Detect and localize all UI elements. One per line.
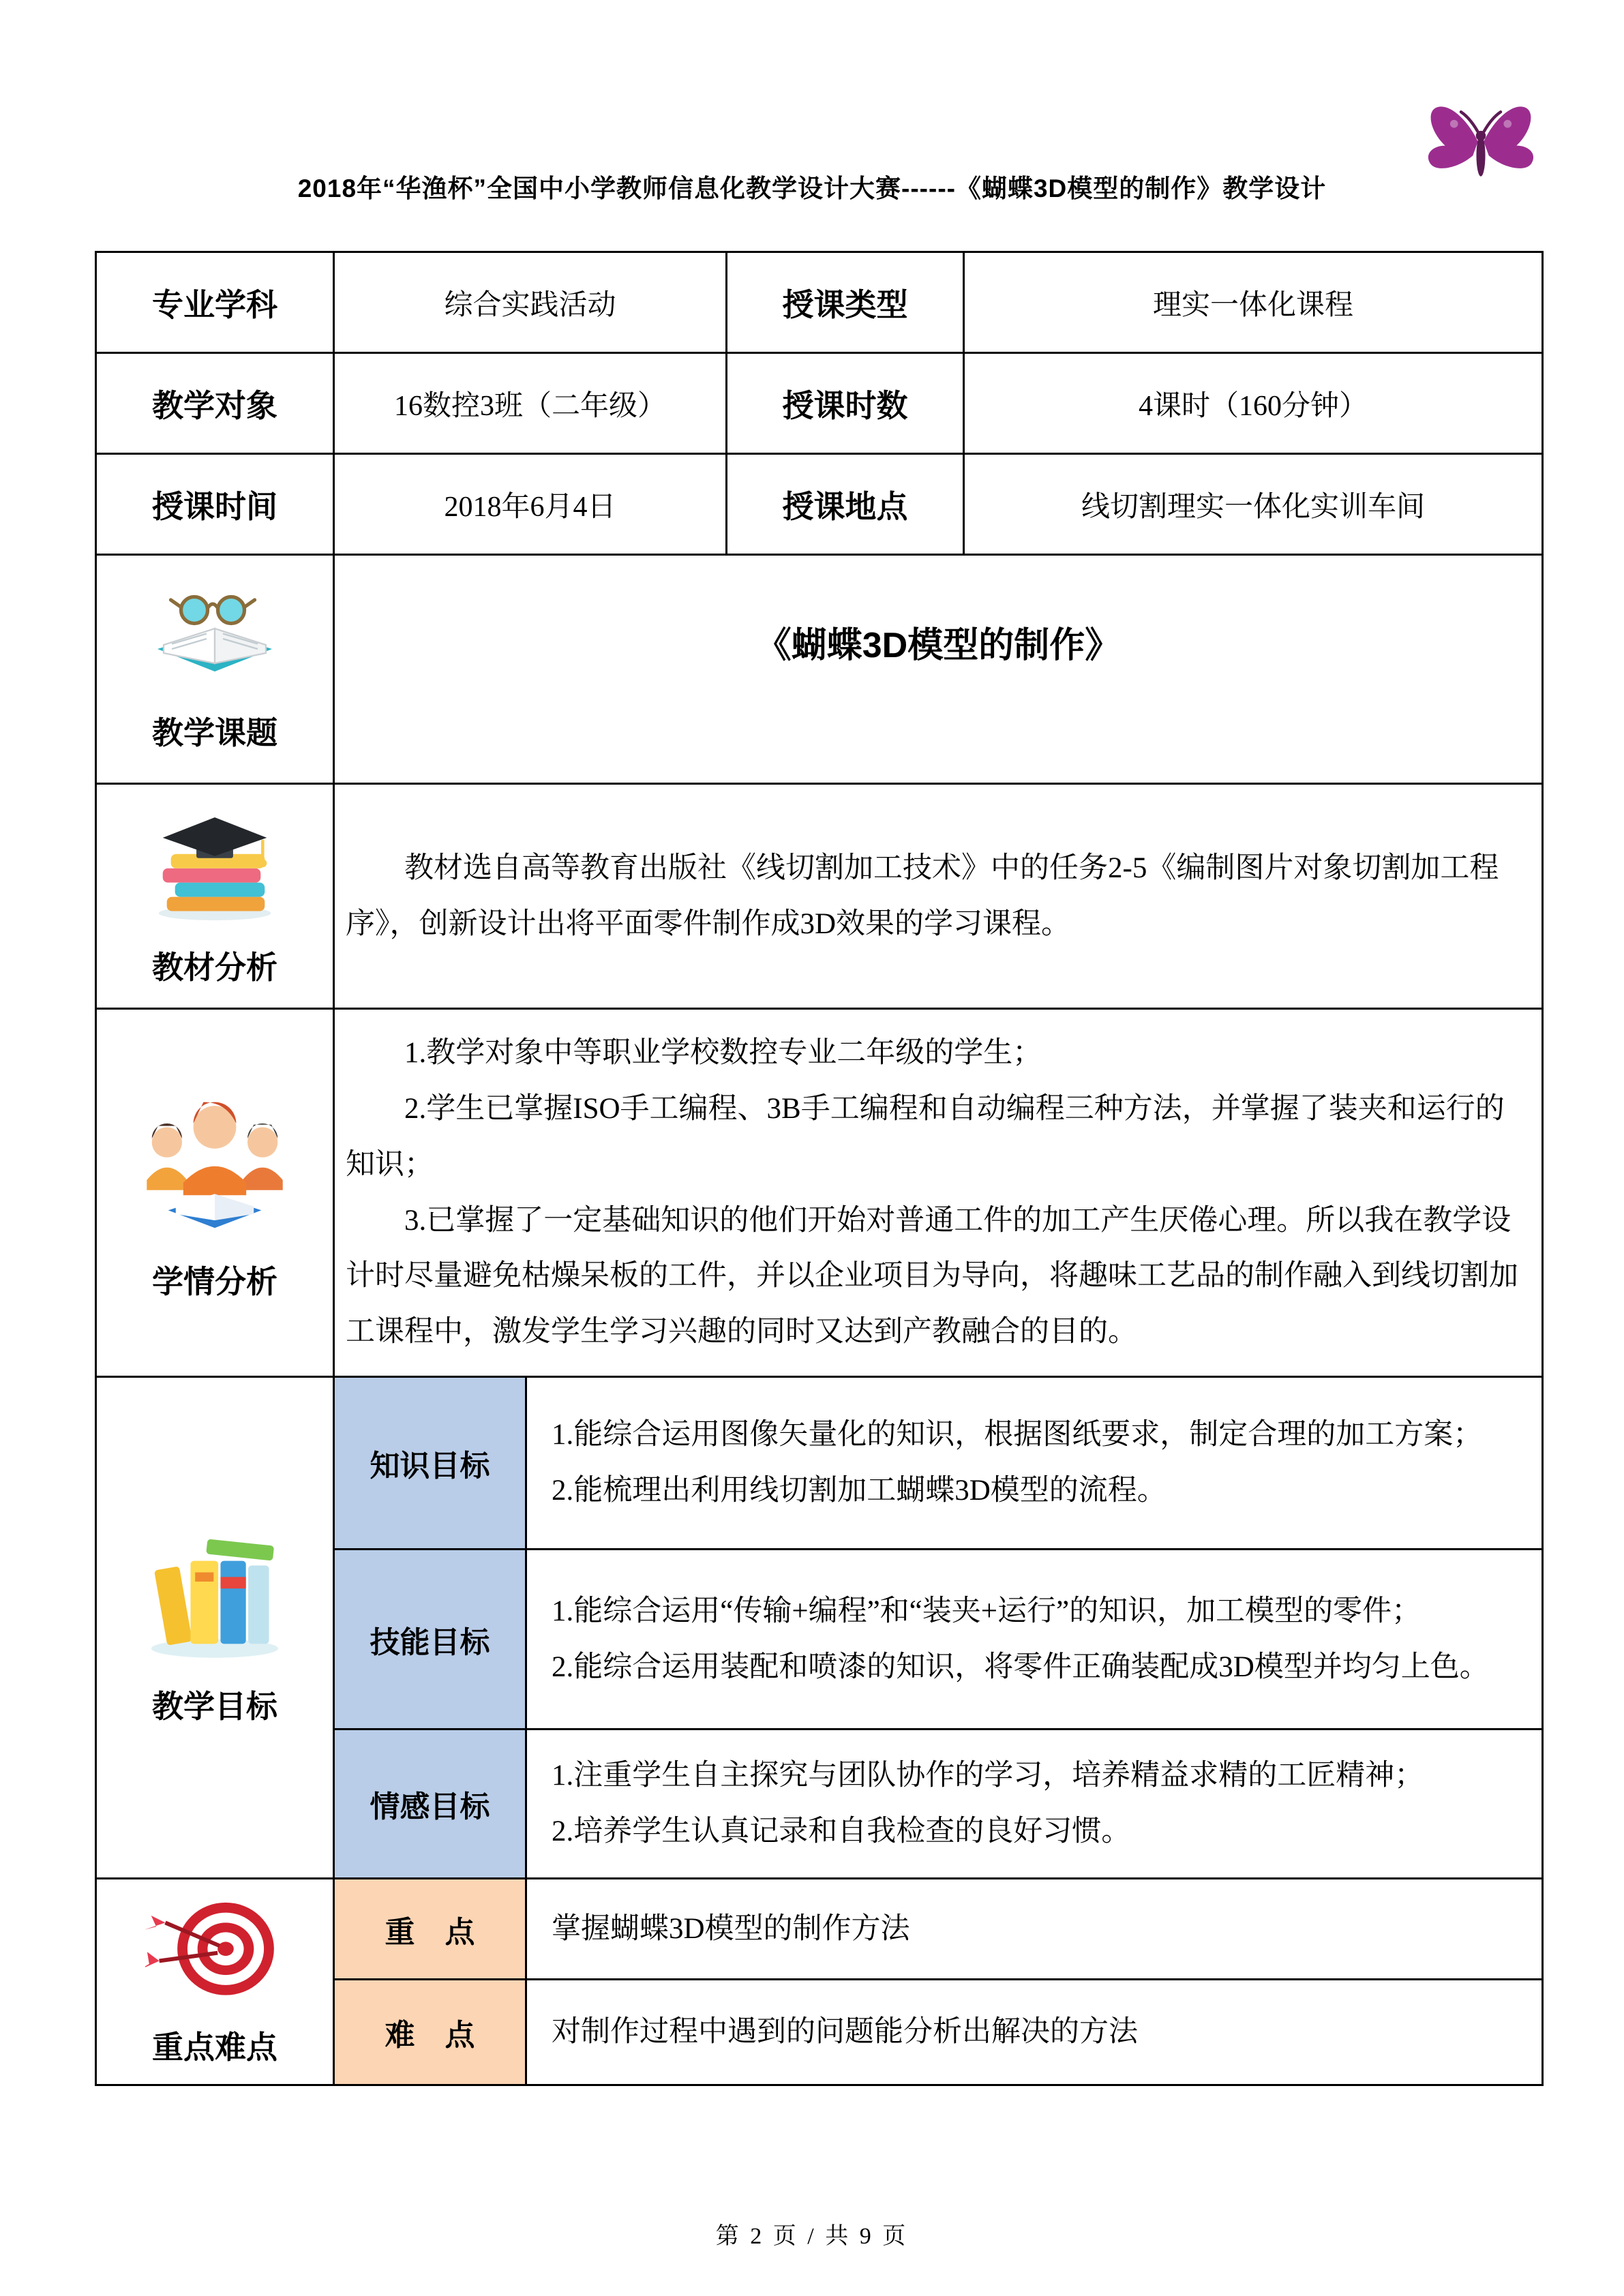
skill-objective-label: 技能目标	[335, 1550, 527, 1728]
lesson-title: 《蝴蝶3D模型的制作》	[755, 626, 1121, 665]
objective-line: 2.培养学生认真记录和自我检查的良好习惯。	[552, 1815, 1131, 1847]
location-field-value: 线切割理实一体化实训车间	[1081, 491, 1425, 523]
audience-field-label: 教学对象	[97, 354, 335, 453]
date-field-label: 授课时间	[97, 455, 335, 554]
keypoint-row-important	[335, 1879, 1542, 1980]
section-keypoints	[97, 1879, 1542, 2084]
location-field-label: 授课地点	[727, 455, 965, 554]
objective-line: 2.能综合运用装配和喷漆的知识，将零件正确装配成3D模型并均匀上色。	[552, 1650, 1489, 1683]
book-glasses-icon	[143, 586, 286, 688]
topic-section-label: 教学课题	[152, 714, 277, 751]
difficult-point-text: 对制作过程中遇到的问题能分析出解决的方法	[552, 2016, 1138, 2049]
table-row-schedule	[97, 455, 1542, 556]
material-section-label: 教材分析	[152, 949, 277, 985]
emotion-objective-label: 情感目标	[335, 1730, 527, 1877]
material-analysis-text: 教材选自高等教育出版社《线切割加工技术》中的任务2-5《编制图片对象切割加工程序》，创新设计出将平面零件制作成3D效果的学习课程。	[346, 851, 1499, 940]
learner-analysis-paragraph: 3.已掌握了一定基础知识的他们开始对普通工件的加工产生厌倦心理。所以我在教学设计时尽量避免枯燥呆板的工件，并以企业项目为导向，将趣味工艺品的制作融入到线切割加工课程中，激发学生学习兴趣的同时又达到产教融合的目的。	[346, 1204, 1518, 1348]
document-header-title: 2018年“华渔杯”全国中小学教师信息化教学设计大赛------《蝴蝶3D模型的制作》教学设计	[297, 175, 1327, 202]
learner-analysis-paragraph: 2.学生已掌握ISO手工编程、3B手工编程和自动编程三种方法，并掌握了装夹和运行的知识；	[346, 1093, 1505, 1181]
objective-row-emotion	[335, 1730, 1542, 1877]
keypoints-section-label: 重点难点	[152, 2029, 277, 2065]
subject-field-label: 专业学科	[97, 253, 335, 352]
date-field-value: 2018年6月4日	[335, 455, 727, 554]
objective-line: 2.能梳理出利用线切割加工蝴蝶3D模型的流程。	[552, 1475, 1167, 1507]
objectives-section-label: 教学目标	[152, 1689, 277, 1724]
learner-section-label: 学情分析	[152, 1264, 277, 1299]
course-type-label: 授课类型	[727, 253, 965, 352]
knowledge-objective-label: 知识目标	[335, 1378, 527, 1548]
objective-line: 1.能综合运用“传输+编程”和“装夹+运行”的知识，加工模型的零件；	[552, 1595, 1422, 1627]
objective-row-skill	[335, 1550, 1542, 1730]
butterfly-logo-icon	[1419, 94, 1542, 203]
books-stack-icon	[140, 1528, 290, 1661]
lesson-plan-table	[95, 251, 1544, 2086]
objective-line: 1.注重学生自主探究与团队协作的学习，培养精益求精的工匠精神；	[552, 1759, 1424, 1792]
learner-analysis-paragraph: 1.教学对象中等职业学校数控专业二年级的学生；	[404, 1037, 1042, 1070]
difficult-point-label: 难 点	[335, 1980, 527, 2084]
audience-field-value: 16数控3班（二年级）	[335, 354, 727, 453]
section-material-analysis	[97, 785, 1542, 1010]
important-point-label: 重 点	[335, 1879, 527, 1978]
hours-field-value: 4课时（160分钟）	[1138, 390, 1368, 422]
books-graduation-cap-icon	[147, 805, 283, 922]
course-type-value: 理实一体化课程	[1152, 289, 1353, 321]
table-row-audience	[97, 354, 1542, 455]
hours-field-label: 授课时数	[727, 354, 965, 453]
keypoint-row-difficult	[335, 1980, 1542, 2084]
section-learner-analysis	[97, 1010, 1542, 1378]
section-objectives	[97, 1378, 1542, 1879]
important-point-text: 掌握蝴蝶3D模型的制作方法	[552, 1912, 910, 1945]
students-reading-icon	[133, 1083, 297, 1237]
dartboard-target-icon	[145, 1897, 285, 2002]
objective-row-knowledge	[335, 1378, 1542, 1550]
objective-line: 1.能综合运用图像矢量化的知识，根据图纸要求，制定合理的加工方案；	[552, 1419, 1483, 1451]
table-row-subject	[97, 253, 1542, 354]
section-topic	[97, 556, 1542, 785]
page-footer: 第 2 页 / 共 9 页	[715, 2224, 909, 2249]
subject-field-value: 综合实践活动	[335, 253, 727, 352]
